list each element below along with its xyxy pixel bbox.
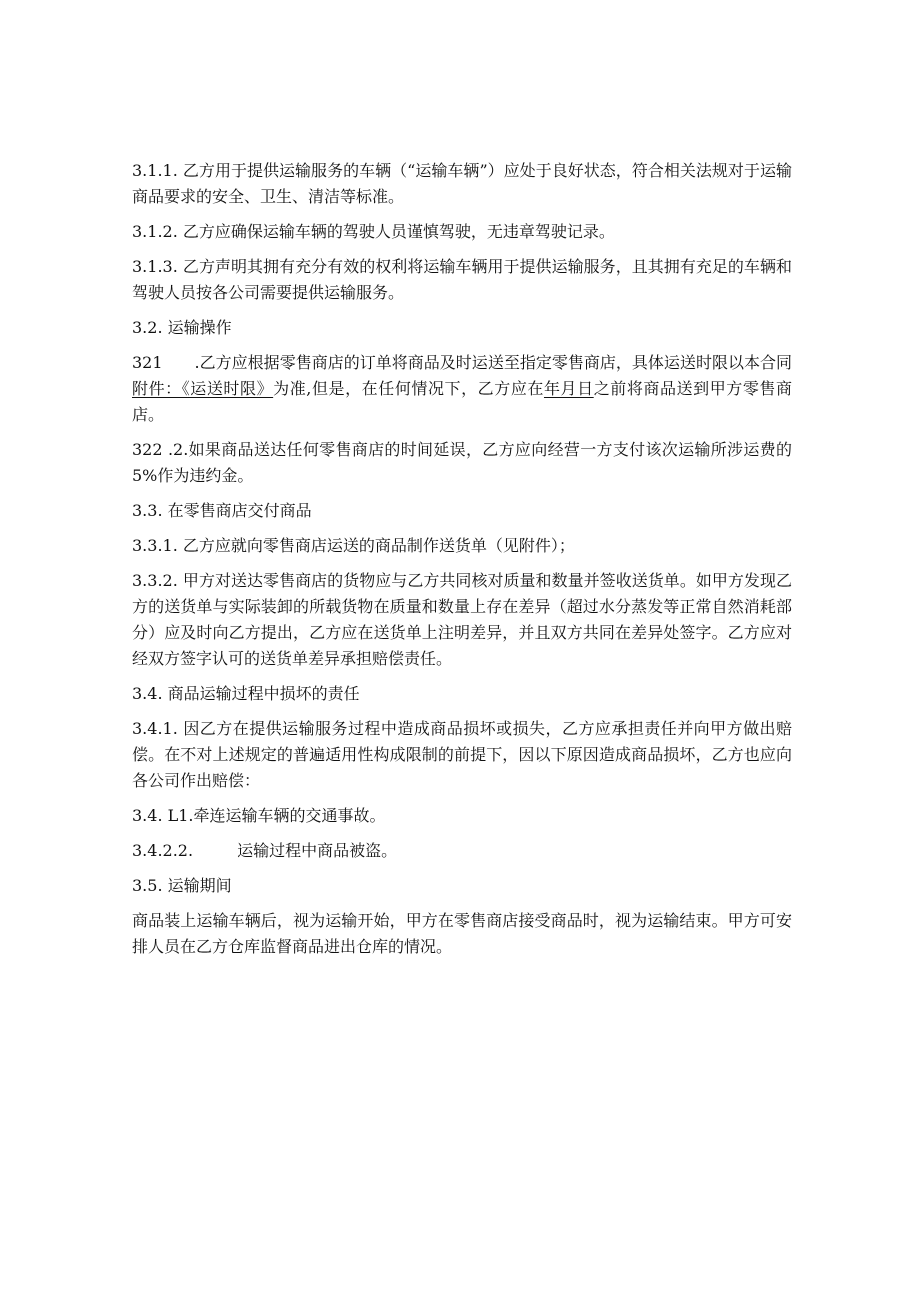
clause-3-5: 商品装上运输车辆后，视为运输开始，甲方在零售商店接受商品时，视为运输结束。甲方可安排人员在乙方仓库监督商品进出仓库的情况。 <box>132 911 792 956</box>
clause-3-2-1-text-b: 为准,但是，在任何情况下，乙方应在 <box>273 379 544 398</box>
clause-3-4-1: 3.4.1. 因乙方在提供运输服务过程中造成商品损坏或损失，乙方应承担责任并向甲方做出赔偿。在不对上述规定的普遍适用性构成限制的前提下，因以下原因造成商品损坏，乙方也应向各公司作出赔偿： <box>132 719 792 790</box>
clause-3-2-1 <box>132 350 792 428</box>
clause-3-3-2: 3.3.2. 甲方对送达零售商店的货物应与乙方共同核对质量和数量并签收送货单。如甲方发现乙方的送货单与实际装卸的所载货物在质量和数量上存在差异（超过水分蒸发等正常自然消耗部分）应及时向乙方提出，乙方应在送货单上注明差异，并且双方共同在差异处签字。乙方应对经双方签字认可的送货单差异承担赔偿责任。 <box>132 571 792 668</box>
date-blank: 年月日 <box>543 379 594 398</box>
clause-3-1-3: 3.1.3. 乙方声明其拥有充分有效的权利将运输车辆用于提供运输服务，且其拥有充足的车辆和驾驶人员按各公司需要提供运输服务。 <box>132 257 792 302</box>
clause-3-4-1-1: 3.4. L1.牵连运输车辆的交通事故。 <box>132 806 386 825</box>
clause-3-2-1-text-a: .乙方应根据零售商店的订单将商品及时运送至指定零售商店，具体运送时限以本合同 <box>194 353 792 372</box>
document-body <box>132 158 792 969</box>
clause-3-2-2: 322 .2.如果商品送达任何零售商店的时间延误，乙方应向经营一方支付该次运输所涉运费的 5%作为违约金。 <box>132 440 792 485</box>
clause-3-4-2-2 <box>132 838 792 864</box>
clause-3-2-1-number: 321 <box>132 353 163 372</box>
clause-3-3-1: 3.3.1. 乙方应就向零售商店运送的商品制作送货单（见附件）； <box>132 536 575 555</box>
clause-3-4-2-2-number: 3.4.2.2. <box>132 841 194 860</box>
clause-3-2-1-text-c: 之前将商品送到甲方零售商店。 <box>132 379 792 424</box>
section-heading-3-5: 3.5. 运输期间 <box>132 876 232 895</box>
section-heading-3-4: 3.4. 商品运输过程中损坏的责任 <box>132 684 360 703</box>
clause-3-4-2-2-text: 运输过程中商品被盗。 <box>237 841 398 860</box>
clause-3-1-1: 3.1.1. 乙方用于提供运输服务的车辆（“运输车辆”）应处于良好状态，符合相关法规对于运输商品要求的安全、卫生、清洁等标准。 <box>132 161 792 206</box>
section-heading-3-3: 3.3. 在零售商店交付商品 <box>132 501 312 520</box>
section-heading-3-2: 3.2. 运输操作 <box>132 318 232 337</box>
attachment-reference: 附件：《运送时限》 <box>132 379 274 398</box>
clause-3-1-2: 3.1.2. 乙方应确保运输车辆的驾驶人员谨慎驾驶，无违章驾驶记录。 <box>132 222 615 241</box>
